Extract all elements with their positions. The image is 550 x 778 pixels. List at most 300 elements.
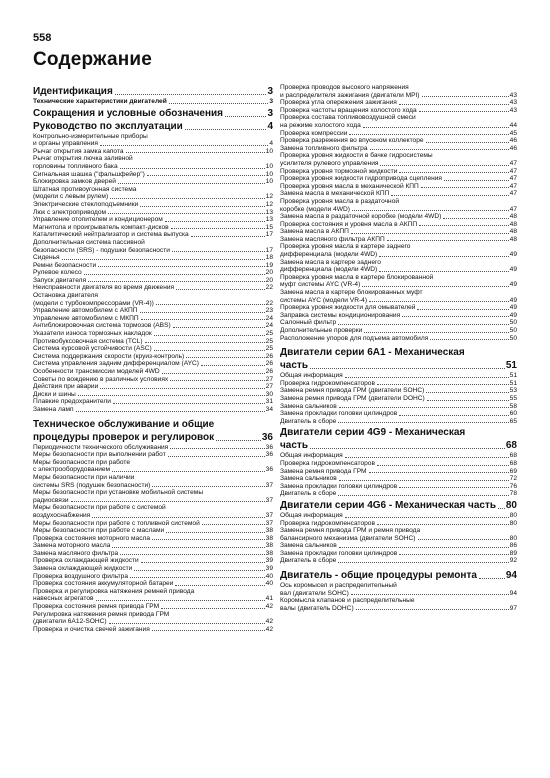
toc-page-number: 38 [265,527,273,535]
toc-entry-title: Замена масла в механической КПП [280,190,390,198]
toc-page-number: 22 [265,299,273,307]
toc-entry-title: Дополнительные проверки [280,327,363,334]
toc-left-column [33,84,273,633]
toc-entry[interactable] [33,535,273,543]
toc-entry[interactable] [33,201,273,209]
toc-page-number: 36 [265,451,273,459]
toc-entry[interactable] [280,266,517,274]
toc-dot-leader [118,183,265,184]
toc-dot-leader [402,316,509,317]
toc-entry[interactable] [33,580,273,588]
toc-entry-title: Рычаг открытия замка капота [33,147,124,155]
toc-entry-title: Замена ремня привода ГРМ (двигатели DOHC) [280,394,425,402]
toc-page-number: 65 [509,417,517,425]
toc-page-number: 42 [265,618,273,626]
toc-page-number: 40 [265,580,273,588]
toc-page-number: 47 [509,175,517,183]
toc-entry[interactable] [280,512,517,520]
toc-page-number: 37 [265,496,273,504]
toc-dot-leader [498,508,505,509]
toc-page-number: 30 [265,390,273,398]
toc-entry[interactable] [33,140,273,148]
toc-entry[interactable] [33,504,273,512]
toc-entry[interactable] [280,582,517,590]
toc-entry[interactable] [280,490,517,498]
toc-entry[interactable] [280,99,517,107]
toc-entry-title: Рулевое колесо [33,269,82,277]
toc-entry[interactable] [33,406,273,414]
toc-entry[interactable] [33,474,273,482]
toc-entry-title: Проверка воздушного фильтра [33,572,128,580]
toc-entry[interactable] [33,98,273,106]
toc-dot-leader [130,577,265,578]
toc-entry[interactable] [280,160,517,168]
toc-entry-title: коробке (модели 4WD) [280,205,350,213]
toc-entry-title: Замена масляного фильтра АКПП [280,235,385,243]
toc-entry[interactable] [280,527,517,535]
toc-entry[interactable] [280,418,517,426]
toc-page-number: 40 [265,572,273,580]
toc-dot-leader [338,562,508,563]
toc-dot-leader [84,274,265,275]
toc-entry-title: Проверка состояния моторного масла [33,534,151,542]
toc-entry-title: Регулировка натяжения ремня привода ГРМ [33,610,170,618]
toc-dot-leader [161,608,265,609]
toc-entry[interactable] [33,231,273,239]
toc-entry[interactable] [280,274,517,282]
toc-entry-title: Люк с электроприводом [33,208,107,216]
toc-entry[interactable] [33,155,273,163]
toc-entry-title: Техническое обслуживание и общие [33,418,215,430]
toc-page-number: 49 [509,251,517,259]
toc-dot-leader [225,116,266,117]
toc-entry[interactable] [280,557,517,565]
toc-entry-title: Замена сальников [280,402,337,410]
toc-entry-title: Замена моторного масла [33,542,111,550]
toc-entry[interactable] [280,335,517,343]
toc-entry-title: Замена топливного фильтра [280,144,368,152]
toc-entry-title: Общая информация [280,372,343,380]
toc-entry[interactable] [33,565,273,573]
toc-entry[interactable] [33,193,273,201]
toc-entry[interactable] [33,239,273,247]
toc-dot-leader [345,457,509,458]
toc-entry[interactable] [280,460,517,468]
toc-dot-leader [427,400,509,401]
toc-entry[interactable] [33,186,273,194]
toc-page-number: 80 [509,534,517,542]
toc-entry[interactable] [280,289,517,297]
toc-page-number: 49 [509,281,517,289]
toc-dot-leader [147,175,265,176]
toc-entry-title: Система поддержания скорости (круиз-контроль) [33,352,185,360]
toc-page-number: 72 [509,475,517,483]
toc-entry[interactable] [33,178,273,186]
toc-entry-title: Замена ламп [33,405,74,413]
toc-entry-title: Заправка системы кондиционирования [280,311,401,319]
toc-entry-title: Меры безопасности при работе с маслами [33,527,165,535]
toc-entry-title: системы SRS (подушек безопасности) [33,481,151,489]
toc-entry[interactable] [33,542,273,550]
toc-page-number: 37 [265,511,273,519]
toc-page-number: 92 [509,557,517,565]
toc-page-number: 47 [509,205,517,213]
section-gap [280,565,517,568]
toc-entry[interactable] [280,520,517,528]
toc-entry[interactable] [280,452,517,460]
toc-entry-title: балансирного механизма (двигатели SOHC) [280,534,416,542]
toc-dot-leader [387,240,509,241]
toc-entry[interactable] [33,368,273,376]
toc-page-number: 36 [265,443,273,451]
toc-page-number: 36 [265,466,273,474]
toc-dot-leader [399,487,508,488]
toc-entry-title: усилителя рулевого управления [280,159,379,167]
toc-page-number: 10 [265,178,273,186]
toc-dot-leader [310,448,505,449]
toc-page-number: 47 [509,167,517,175]
toc-dot-leader [356,609,509,610]
toc-entry[interactable] [280,198,517,206]
toc-entry[interactable] [33,216,273,224]
toc-entry-title: вал (двигатели SOHC) [280,589,349,597]
toc-entry-title: Ремни безопасности [33,261,97,269]
toc-page-number: 78 [509,490,517,498]
toc-entry-title: Меры безопасности при выполнении работ [33,451,166,459]
toc-section-heading[interactable] [280,440,517,451]
toc-page-number: 41 [265,595,273,603]
toc-section-heading[interactable] [33,86,273,97]
toc-page-number: 26 [265,360,273,368]
toc-entry-title: Магнитола и проигрыватель компакт-дисков [33,223,169,231]
toc-dot-leader [419,225,509,226]
toc-entry-title: Проверка уровня масла в механической КПП [280,182,419,190]
toc-entry[interactable] [280,122,517,130]
toc-page-number: 3 [267,107,273,119]
toc-page-number: 10 [265,170,273,178]
toc-page-number: 43 [509,106,517,114]
toc-entry-title: Меры безопасности при работе с топливной системой [33,519,200,527]
toc-page-number: 47 [509,159,517,167]
toc-entry[interactable] [280,319,517,327]
toc-dot-leader [98,266,265,267]
toc-entry[interactable] [280,395,517,403]
toc-entry[interactable] [33,398,273,406]
toc-page-number: 39 [265,565,273,573]
toc-entry[interactable] [33,391,273,399]
toc-dot-leader [109,623,265,624]
toc-entry[interactable] [33,626,273,634]
toc-dot-leader [352,210,509,211]
toc-dot-leader [126,152,265,153]
toc-entry-title: Проверка гидрокомпенсаторов [280,459,375,467]
toc-entry-title: Проверка уровня масла в картере блокированной [280,273,434,281]
toc-dot-leader [141,562,265,563]
toc-page-number: 60 [509,410,517,418]
toc-entry[interactable] [280,590,517,598]
toc-dot-leader [479,578,505,579]
toc-entry-title: Меры безопасности при установке мобильной системы [33,489,204,497]
toc-page-number: 47 [509,190,517,198]
toc-dot-leader [421,187,509,188]
toc-entry[interactable] [33,292,273,300]
toc-page-number: 4 [269,140,273,148]
toc-entry[interactable] [33,360,273,368]
toc-entry[interactable] [280,251,517,259]
toc-entry[interactable] [33,254,273,262]
toc-right-column [280,84,517,612]
toc-page-number: 18 [265,254,273,262]
toc-dot-leader [78,395,265,396]
toc-page-number: 76 [509,482,517,490]
toc-page-number: 13 [265,216,273,224]
toc-dot-leader [140,312,265,313]
toc-entry-title: Блокировка замков дверей [33,178,116,186]
toc-section-heading[interactable] [280,500,517,511]
toc-dot-leader [191,236,265,237]
toc-dot-leader [62,259,265,260]
toc-entry-title: Коромысла клапанов и распределительные [280,597,415,605]
toc-entry-title: Руководство по эксплуатации [33,120,183,132]
toc-entry[interactable] [33,284,273,292]
toc-entry[interactable] [280,403,517,411]
toc-entry-title: (модели с левым рулем) [33,193,109,201]
toc-entry[interactable] [33,618,273,626]
toc-entry[interactable] [280,387,517,395]
toc-entry[interactable] [280,92,517,100]
toc-page-number: 48 [509,228,517,236]
toc-page-number: 34 [265,405,273,413]
toc-entry[interactable] [280,243,517,251]
toc-entry[interactable] [33,557,273,565]
toc-page-number: 27 [265,375,273,383]
toc-entry[interactable] [280,190,517,198]
toc-entry[interactable] [280,236,517,244]
toc-page-number: 3 [269,98,273,105]
toc-dot-leader [120,168,265,169]
toc-entry[interactable] [280,213,517,221]
toc-entry[interactable] [33,262,273,270]
toc-entry[interactable] [280,597,517,605]
toc-page-number: 94 [509,589,517,597]
toc-entry[interactable] [280,206,517,214]
toc-entry-title: часть [280,360,308,372]
toc-dot-leader [362,286,508,287]
toc-page-number: 42 [265,625,273,633]
toc-entry[interactable] [33,466,273,474]
toc-entry[interactable] [280,605,517,613]
toc-entry[interactable] [33,345,273,353]
toc-section-heading[interactable] [33,108,273,119]
toc-dot-leader [351,594,509,595]
toc-page-number: 89 [509,549,517,557]
toc-entry[interactable] [280,152,517,160]
toc-entry[interactable] [33,512,273,520]
toc-entry[interactable] [280,259,517,267]
toc-dot-leader [377,524,509,525]
toc-section-heading[interactable] [280,347,517,358]
toc-dot-leader [134,570,264,571]
toc-section-heading[interactable] [280,360,517,371]
toc-page-number: 3 [267,86,273,97]
toc-dot-leader [115,94,267,95]
toc-entry[interactable] [33,269,273,277]
toc-entry-title: муфт системы AYC (VR-4) [280,281,361,289]
toc-entry[interactable] [280,221,517,229]
toc-page-number: 38 [265,549,273,557]
toc-entry[interactable] [33,133,273,141]
toc-entry[interactable] [280,304,517,312]
toc-page-number: 49 [509,296,517,304]
toc-dot-leader [175,585,264,586]
toc-dot-leader [152,486,264,487]
toc-page-number: 19 [265,261,273,269]
toc-dot-leader [100,145,268,146]
toc-entry[interactable] [33,353,273,361]
toc-entry[interactable] [33,247,273,255]
toc-entry-title: Проверка уровня масла в раздаточной [280,197,400,205]
toc-entry-title: Расположение упоров для подъема автомобиля [280,334,429,342]
toc-entry[interactable] [280,410,517,418]
toc-entry[interactable] [33,330,273,338]
toc-page-number: 37 [265,519,273,527]
toc-section-heading[interactable] [33,432,273,443]
toc-dot-leader [443,218,508,219]
toc-entry[interactable] [33,322,273,330]
toc-dot-leader [96,600,265,601]
toc-dot-leader [426,142,509,143]
toc-entry-title: и органы управления [33,140,98,148]
toc-dot-leader [417,309,508,310]
toc-dot-leader [418,539,509,540]
toc-page-number: 25 [265,345,273,353]
toc-entry-title: Проверка состояния аккумуляторной батареи [33,580,174,588]
toc-entry-title: Проверка уровня масла в картере заднего [280,243,411,251]
toc-entry[interactable] [33,277,273,285]
toc-page-number: 44 [509,121,517,129]
toc-dot-leader [185,129,267,130]
toc-entry[interactable] [280,84,517,92]
toc-page-number: 46 [509,137,517,145]
toc-entry-title: Остановка двигателя [33,292,99,300]
toc-dot-leader [169,103,269,104]
toc-entry-title: Проверка разрежения во впускном коллекторе [280,137,424,145]
toc-dot-leader [422,96,509,97]
toc-entry-title: Технические характеристики двигателей [33,98,167,105]
toc-page-number: 48 [509,213,517,221]
toc-entry[interactable] [33,595,273,603]
toc-dot-leader [141,319,265,320]
toc-dot-leader [444,180,509,181]
toc-entry-title: Электрические стеклоподъемники [33,200,139,208]
toc-page-number: 80 [505,499,517,511]
toc-entry-title: Проверка и очистка свечей зажигания [33,625,150,633]
toc-page-number: 58 [509,402,517,410]
toc-entry-title: Управление автомобилем с АКПП [33,307,138,315]
toc-entry-title: Проверка гидрокомпенсаторов [280,519,375,527]
toc-entry-title: валы (двигатель DOHC) [280,604,354,612]
toc-entry[interactable] [280,475,517,483]
toc-section-heading[interactable] [33,121,273,132]
toc-entry-title: Ось коромысел и распределительный [280,582,397,590]
toc-entry[interactable] [33,163,273,171]
toc-entry-title: Проверка уровня жидкости для омывателей [280,304,416,312]
toc-page-number: 12 [265,200,273,208]
toc-entry[interactable] [280,168,517,176]
toc-entry-title: Двигатели серии 6A1 - Механическая [280,347,465,359]
toc-entry-title: Система управления задним дифференциалом (AYC) [33,360,199,368]
toc-dot-leader [152,539,265,540]
toc-entry[interactable] [280,114,517,122]
toc-page-number: 80 [509,511,517,519]
toc-entry-title: Замена масла в раздаточной коробке (модели 4WD) [280,213,442,221]
toc-entry[interactable] [280,228,517,236]
toc-dot-leader [110,198,265,199]
toc-entry[interactable] [33,451,273,459]
toc-entry[interactable] [280,130,517,138]
toc-entry-title: Управление автомобилем с МКПП [33,314,139,322]
toc-entry-title: Меры безопасности при работе с системой [33,504,166,512]
toc-dot-leader [100,388,264,389]
toc-page-number: 37 [265,481,273,489]
toc-entry[interactable] [33,482,273,490]
toc-page-number: 43 [509,91,517,99]
toc-entry[interactable] [280,281,517,289]
toc-dot-leader [112,471,265,472]
toc-dot-leader [351,233,509,234]
toc-dot-leader [349,134,508,135]
toc-dot-leader [140,206,264,207]
toc-entry[interactable] [33,527,273,535]
toc-entry[interactable] [280,327,517,335]
section-gap [33,414,273,417]
toc-entry[interactable] [280,372,517,380]
toc-entry[interactable] [33,611,273,619]
toc-entry[interactable] [280,137,517,145]
toc-page-number: 36 [261,431,273,443]
toc-entry-title: Управление отопителем и кондиционером [33,216,163,224]
toc-entry[interactable] [280,175,517,183]
toc-entry[interactable] [280,380,517,388]
toc-entry[interactable] [33,489,273,497]
toc-page-number: 46 [509,144,517,152]
toc-entry[interactable] [33,209,273,217]
toc-section-heading[interactable] [33,419,273,430]
toc-page-number: 53 [509,387,517,395]
toc-dot-leader [399,104,509,105]
toc-entry[interactable] [33,588,273,596]
toc-entry[interactable] [33,307,273,315]
toc-dot-leader [363,127,509,128]
toc-section-heading[interactable] [280,570,517,581]
toc-dot-leader [430,339,508,340]
toc-entry-title: Проверка угла опережения зажигания [280,99,397,107]
toc-page-number: 38 [265,542,273,550]
toc-entry-title: Сигнальная шашка ("фальшфейер") [33,170,145,178]
toc-section-heading[interactable] [280,427,517,438]
toc-entry-title: Идентификация [33,86,113,97]
toc-entry[interactable] [33,383,273,391]
page-title: Содержание [33,49,153,70]
toc-entry[interactable] [33,520,273,528]
toc-entry[interactable] [280,535,517,543]
toc-entry[interactable] [280,468,517,476]
toc-page-number: 51 [509,379,517,387]
toc-entry[interactable] [280,542,517,550]
toc-entry[interactable] [33,603,273,611]
toc-entry-title: Каталитический нейтрализатор и система выпуска [33,231,189,239]
toc-page-number: 69 [509,467,517,475]
